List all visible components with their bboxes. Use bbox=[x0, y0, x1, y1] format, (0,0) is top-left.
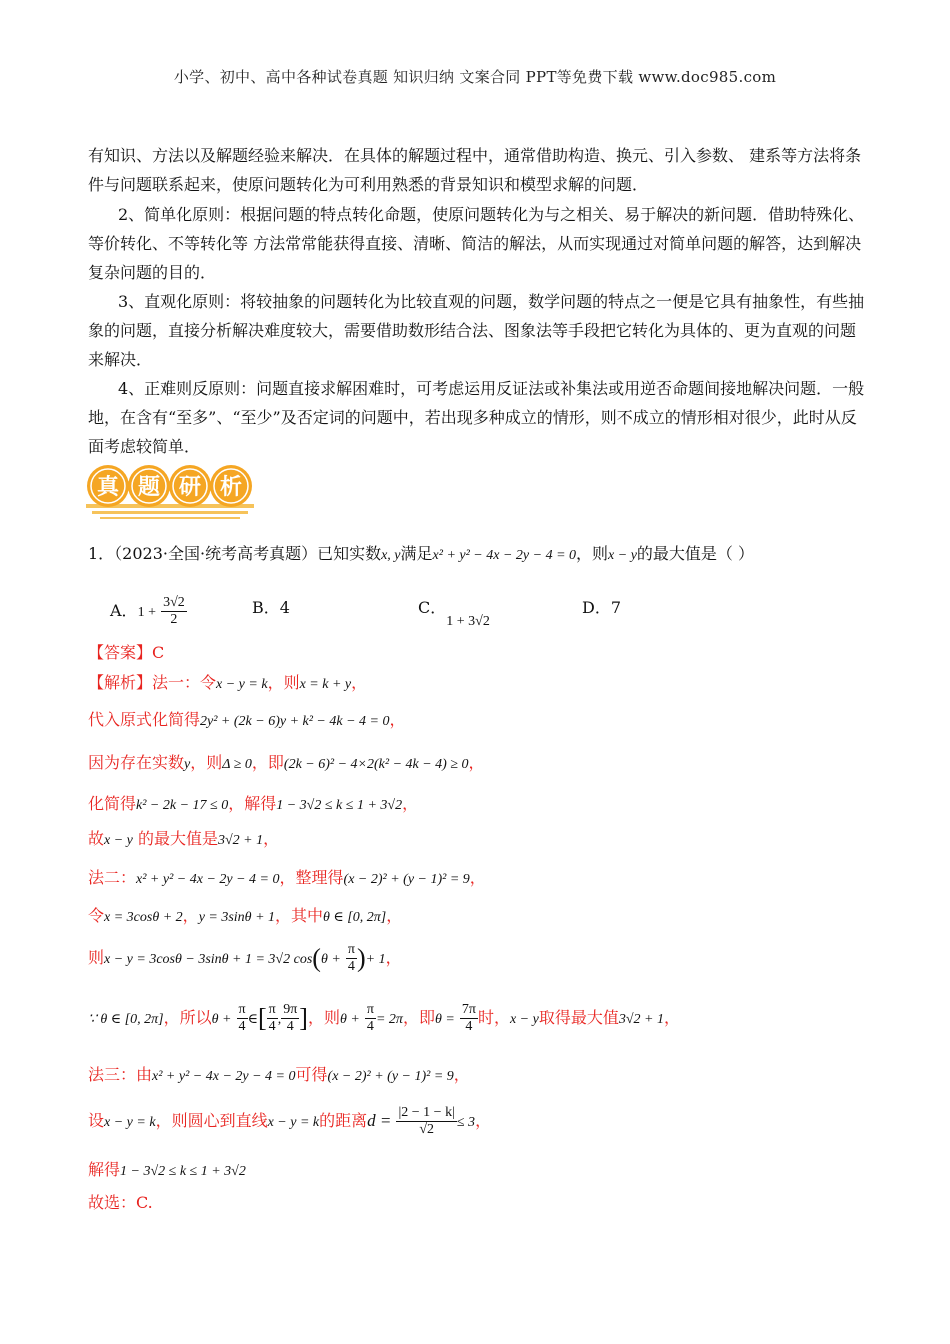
badge-char-4: 析 bbox=[219, 475, 243, 500]
solution-line-7: 令x = 3cosθ + 2，y = 3sinθ + 1，其中θ ∈ [0, 2π]， bbox=[88, 906, 403, 925]
option-d[interactable]: D．7 bbox=[582, 598, 622, 617]
solution-line-1: 【解析】法一：令x − y = k，则x = k + y， bbox=[88, 673, 368, 692]
question-stem: 1．（2023·全国·统考高考真题）已知实数x, y满足x² + y² − 4x − 2y − 4 = 0，则x − y的最大值是（ ） bbox=[88, 544, 755, 563]
solution-line-6: 法二：x² + y² − 4x − 2y − 4 = 0，整理得(x − 2)² + (y − 1)² = 9， bbox=[88, 868, 486, 887]
badge-char-1: 真 bbox=[96, 475, 120, 500]
solution-line-12: 解得1 − 3√2 ≤ k ≤ 1 + 3√2 bbox=[88, 1160, 246, 1179]
solution-line-2: 代入原式化简得2y² + (2k − 6)y + k² − 4k − 4 = 0， bbox=[88, 710, 406, 729]
solution-conclusion: 故选：C. bbox=[88, 1193, 153, 1212]
solution-line-9: ∵ θ ∈ [0, 2π]，所以θ + $\frac{\pi}{4}$ ∈[ $\frac{\pi}{4}$ , $\frac{9\pi}{4}$ ]，则θ + $\frac{\pi}{4}$ = 2π，即θ = $\frac{7\pi}{4}$ 时，x − y取得最大值3√2 + 1， bbox=[88, 1002, 681, 1034]
badge-char-3: 研 bbox=[178, 475, 202, 500]
solution-line-3: 因为存在实数y，则Δ ≥ 0，即(2k − 6)² − 4×2(k² − 4k − 4) ≥ 0， bbox=[88, 753, 485, 772]
option-c[interactable]: C．1 + 3√2 bbox=[418, 598, 490, 629]
solution-line-8: 则x − y = 3cosθ − 3sinθ + 1 = 3√2 cos(θ + $\frac{\pi}{4}$ )+ 1， bbox=[88, 942, 402, 974]
badge-char-2: 题 bbox=[137, 475, 161, 500]
badge-graphic bbox=[86, 462, 256, 522]
section-badge bbox=[86, 462, 256, 522]
paragraph-intro: 有知识、方法以及解题经验来解决．在具体的解题过程中，通常借助构造、换元、引入参数、 建系等方法将条件与问题联系起来，使原问题转化为可利用熟悉的背景知识和模型求解的问题． bbox=[88, 146, 862, 194]
paragraph-intuition: 3、直观化原则：将较抽象的问题转化为比较直观的问题，数学问题的特点之一便是它具有抽象性，有些抽象的问题，直接分析解决难度较大，需要借助数形结合法、图象法等手段把它转化为具体的、更为直观的问题来解决． bbox=[88, 292, 865, 369]
option-b[interactable]: B．4 bbox=[252, 598, 290, 617]
solution-line-10: 法三：由x² + y² − 4x − 2y − 4 = 0可得(x − 2)² + (y − 1)² = 9， bbox=[88, 1065, 470, 1084]
solution-line-4: 化简得k² − 2k − 17 ≤ 0，解得1 − 3√2 ≤ k ≤ 1 + 3√2， bbox=[88, 794, 419, 813]
answer-line: 【答案】C bbox=[88, 643, 165, 662]
page-header: 小学、初中、高中各种试卷真题 知识归纳 文案合同 PPT等免费下载 www.doc985.com bbox=[173, 68, 777, 86]
solution-line-11: 设x − y = k，则圆心到直线x − y = k的距离d = $\frac{|2 - 1 - k|}{√2}$ ≤ 3， bbox=[88, 1105, 492, 1137]
option-a[interactable]: A．1 + $\frac{3√2}{2}$ bbox=[110, 595, 185, 627]
solution-line-5: 故x − y 的最大值是3√2 + 1， bbox=[88, 829, 280, 848]
paragraph-reverse: 4、正难则反原则：问题直接求解困难时，可考虑运用反证法或补集法或用逆否命题间接地解决问题．一般地，在含有“至多”、“至少”及否定词的问题中，若出现多种成立的情形，则不成立的情形相对很少，此时从反面考虑较简单． bbox=[88, 379, 865, 456]
paragraph-simplification: 2、简单化原则：根据问题的特点转化命题，使原问题转化为与之相关、易于解决的新问题．借助特殊化、等价转化、不等转化等 方法常常能获得直接、清晰、简洁的解法，从而实现通过对简单问题的解答，达到解决复杂问题的目的． bbox=[88, 205, 865, 282]
